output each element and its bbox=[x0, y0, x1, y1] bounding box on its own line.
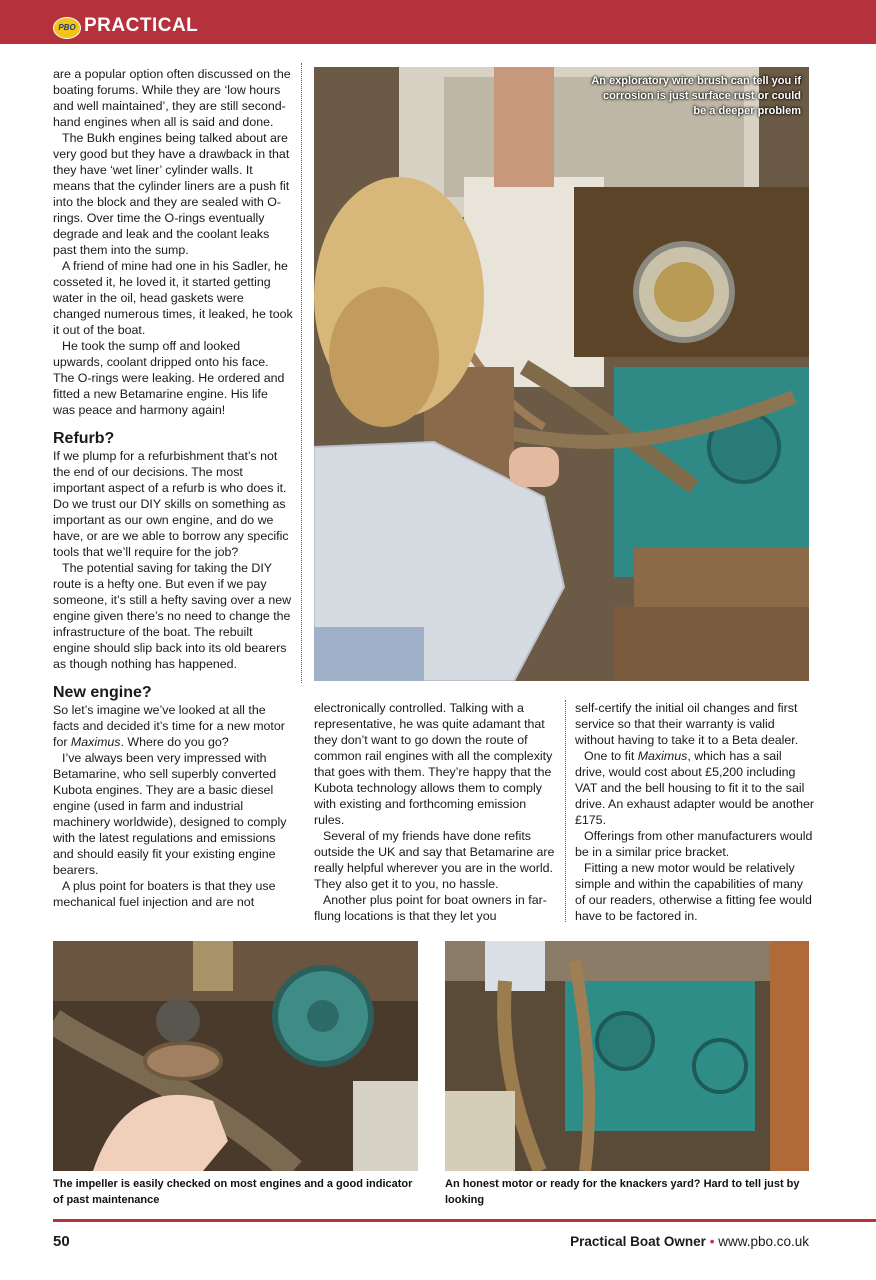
paragraph: If we plump for a refurbishment that’s not the end of our decisions. The most important aspect of a refurb is who does it. Do we trust our DIY skills on something as important as our own engine, and do we have, or are we able to borrow any specific tools that we’ll require for the job? bbox=[53, 449, 289, 559]
engine-photo bbox=[445, 941, 809, 1171]
engine-caption: An honest motor or ready for the knackers yard? Hard to tell just by looking bbox=[445, 1178, 800, 1206]
boat-name: Maximus bbox=[637, 749, 688, 763]
paragraph: electronically controlled. Talking with a representative, he was quite adamant that they don’t want to go down the route of common rail engines with all the complexity that goes with them. They’re happy that the Kubota technology allows them to comply with existing and forthcoming emission rules. bbox=[314, 701, 553, 827]
text-run: So let’s imagine we’ve looked at all the facts and decided it’s time for a new motor for bbox=[53, 703, 285, 749]
column-2 bbox=[314, 700, 559, 924]
footer-rule bbox=[53, 1219, 876, 1222]
paragraph: self-certify the initial oil changes and first service so that their warranty is valid without having to take it to a Beta dealer. bbox=[575, 701, 799, 747]
column-1 bbox=[53, 66, 293, 910]
paragraph: Fitting a new motor would be relatively simple and within the capabilities of many of our readers, otherwise a fitting fee would have to be factored in. bbox=[575, 861, 812, 923]
paragraph: Offerings from other manufacturers would be in a similar price bracket. bbox=[575, 829, 813, 859]
paragraph: I’ve always been very impressed with Betamarine, who sell superbly converted Kubota engines. They are a basic diesel engine (used in farm and industrial machinery worldwide), designed to comply with the latest regulations and emissions and should easily fit your existing engine bearers. bbox=[53, 751, 287, 877]
impeller-photo bbox=[53, 941, 418, 1171]
footer-credit bbox=[570, 1234, 809, 1249]
main-photo-engine-bay bbox=[314, 67, 809, 681]
paragraph: A friend of mine had one in his Sadler, he cosseted it, he loved it, it started getting water in the oil, head gaskets were changed numerous times, it leaked, he took it out of the boat. bbox=[53, 259, 293, 337]
section-title: PRACTICAL bbox=[84, 15, 199, 36]
column-divider bbox=[565, 700, 566, 922]
paragraph: are a popular option often discussed on the boating forums. While they are ‘low hours and well maintained’, they are still second-hand engines when all is said and done. bbox=[53, 67, 291, 129]
text-run: . Where do you go? bbox=[120, 735, 229, 749]
boat-name: Maximus bbox=[70, 735, 121, 749]
paragraph: The Bukh engines being talked about are very good but they have a drawback in that they have ‘wet liner’ cylinder walls. It means that the cylinder liners are a push fit into the block and they are sealed with O-rings. Over time the O-rings eventually degrade and leak and the coolant leaks past them into the sump. bbox=[53, 131, 290, 257]
paragraph: Several of my friends have done refits outside the UK and say that Betamarine are really helpful wherever you are in the world. They also get it to you, no hassle. bbox=[314, 829, 555, 891]
heading-refurb: Refurb? bbox=[53, 430, 115, 447]
page-number: 50 bbox=[53, 1233, 70, 1250]
paragraph: He took the sump off and looked upwards, coolant dripped onto his face. The O-rings were leaking. He ordered and fitted a new Betamarine engine. His life was peace and harmony again! bbox=[53, 339, 285, 417]
website-link[interactable]: www.pbo.co.uk bbox=[718, 1234, 809, 1249]
text-run: One to fit bbox=[584, 749, 638, 763]
paragraph bbox=[575, 748, 815, 828]
main-photo-caption: An exploratory wire brush can tell you if corrosion is just surface rust or could be a deeper problem bbox=[591, 75, 801, 117]
footer-separator: • bbox=[709, 1234, 715, 1249]
engine-bay-illustration bbox=[314, 67, 809, 681]
column-divider bbox=[301, 63, 302, 683]
paragraph: A plus point for boaters is that they use mechanical fuel injection and are not bbox=[53, 879, 276, 909]
engine-illustration bbox=[445, 941, 809, 1171]
pbo-logo: PBO bbox=[53, 17, 81, 39]
paragraph: Another plus point for boat owners in far-flung locations is that they let you bbox=[314, 893, 547, 923]
column-3 bbox=[575, 700, 815, 924]
impeller-caption: The impeller is easily checked on most engines and a good indicator of past maintenance bbox=[53, 1178, 413, 1206]
heading-new-engine: New engine? bbox=[53, 684, 152, 701]
magazine-name: Practical Boat Owner bbox=[570, 1234, 706, 1249]
paragraph bbox=[53, 702, 293, 750]
section-header-bar bbox=[0, 0, 876, 44]
impeller-illustration bbox=[53, 941, 418, 1171]
text-run: , which has a sail drive, would cost about £5,200 including VAT and the bell housing to fit it to the sail drive. An exhaust adapter would be another £175. bbox=[575, 749, 815, 827]
paragraph: The potential saving for taking the DIY route is a hefty one. But even if we pay someone, it’s still a hefty saving over a new engine given there’s no need to change the infrastructure of the boat. The rebuilt engine should slip back into its old bearers as though nothing has happened. bbox=[53, 561, 292, 671]
